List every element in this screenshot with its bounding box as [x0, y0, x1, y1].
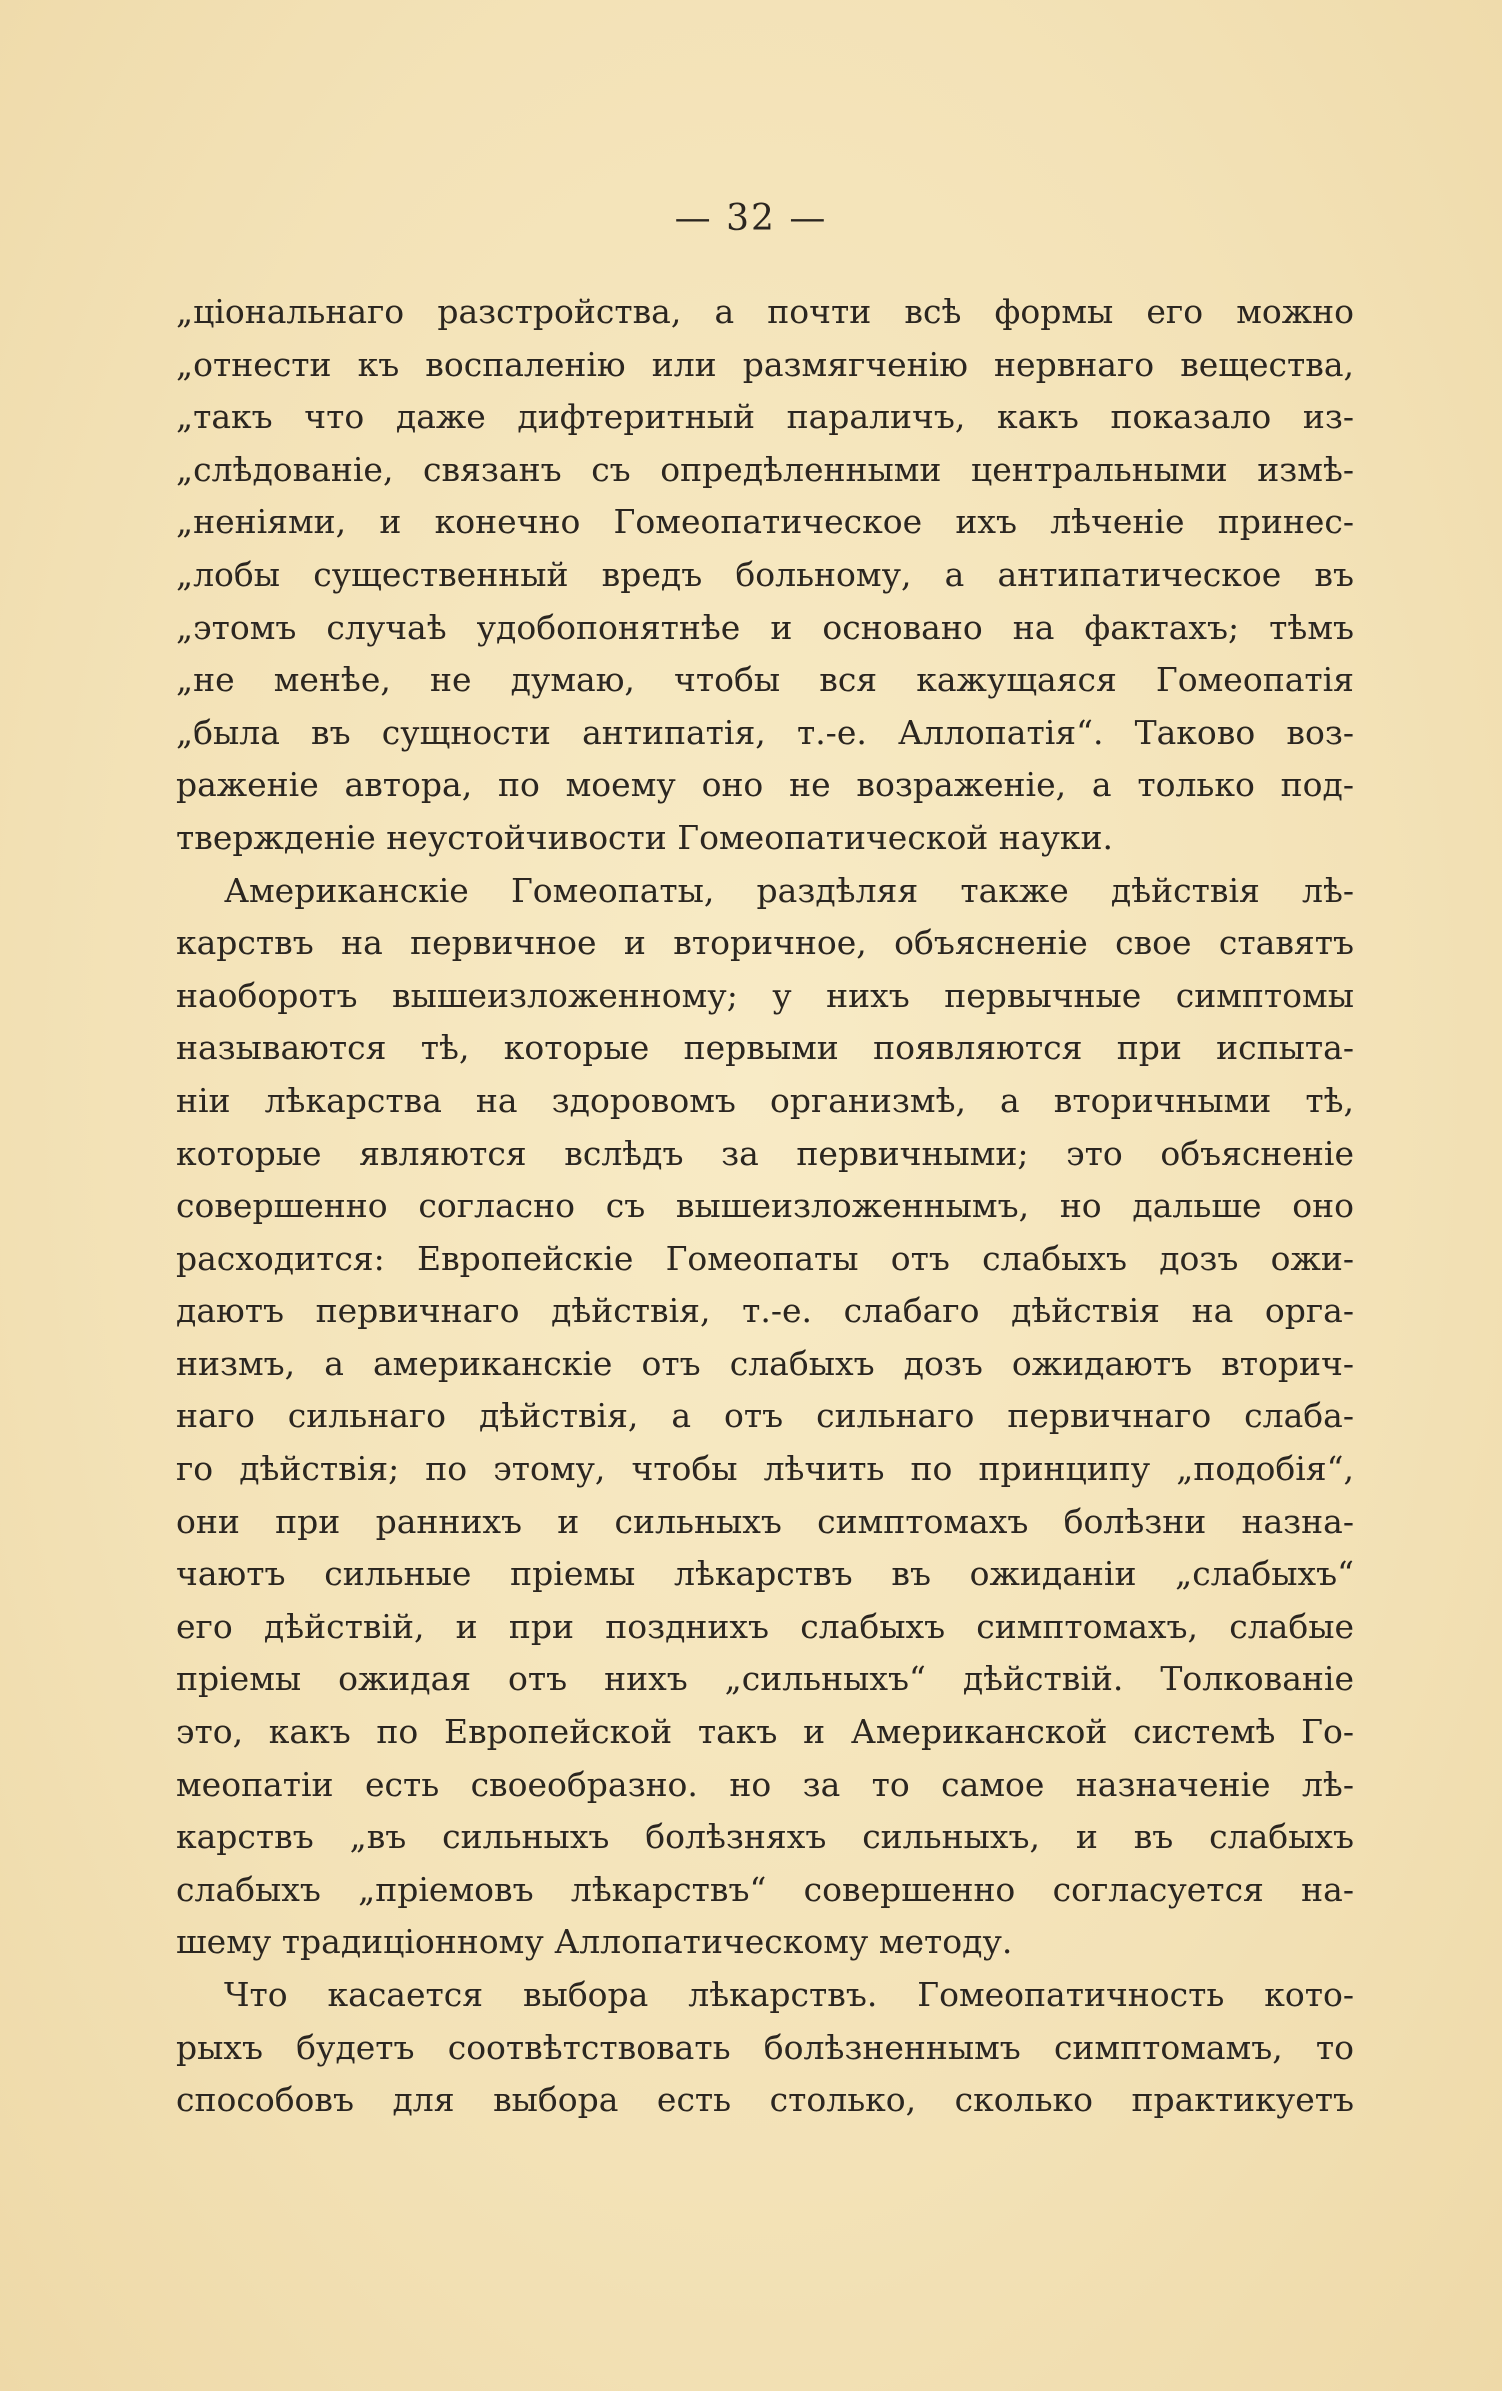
- text-line: даютъ первичнаго дѣйствія, т.-е. слабаго дѣйствія на орга-: [176, 1291, 1354, 1331]
- text-line: они при раннихъ и сильныхъ симптомахъ болѣзни назна-: [176, 1501, 1354, 1541]
- text-line: Американскіе Гомеопаты, раздѣляя также дѣйствія лѣ-: [224, 870, 1354, 910]
- text-line: „не менѣе, не думаю, чтобы вся кажущаяся Гомеопатія: [176, 660, 1354, 700]
- text-line: раженіе автора, по моему оно не возраженіе, а только под-: [176, 765, 1354, 805]
- text-line: ніи лѣкарства на здоровомъ организмѣ, а вторичными тѣ,: [176, 1080, 1354, 1120]
- text-line: расходится: Европейскіе Гомеопаты отъ слабыхъ дозъ ожи-: [176, 1238, 1354, 1278]
- text-line: пріемы ожидая отъ нихъ „сильныхъ“ дѣйствій. Толкованіе: [176, 1659, 1354, 1699]
- text-line: Что касается выбора лѣкарствъ. Гомеопатичность кото-: [224, 1975, 1354, 2014]
- text-line: карствъ „въ сильныхъ болѣзняхъ сильныхъ, и въ слабыхъ: [176, 1817, 1354, 1857]
- text-line: чаютъ сильные пріемы лѣкарствъ въ ожиданіи „слабыхъ“: [176, 1554, 1354, 1594]
- text-line: твержденіе неустойчивости Гомеопатической науки.: [176, 817, 1113, 857]
- text-line: слабыхъ „пріемовъ лѣкарствъ“ совершенно согласуется на-: [176, 1869, 1354, 1909]
- text-line: „была въ сущности антипатія, т.-е. Аллопатія“. Таково воз-: [176, 712, 1354, 752]
- text-line: которые являются вслѣдъ за первичными; это объясненіе: [176, 1133, 1354, 1173]
- text-line: его дѣйствій, и при позднихъ слабыхъ симптомахъ, слабые: [176, 1606, 1354, 1646]
- body-text: [176, 286, 1354, 2127]
- text-line: наоборотъ вышеизложенному; у нихъ первычные симптомы: [176, 975, 1354, 1015]
- text-line: совершенно согласно съ вышеизложеннымъ, но дальше оно: [176, 1186, 1354, 1226]
- text-line: способовъ для выбора есть столько, сколько практикуетъ: [176, 2080, 1354, 2120]
- text-line: шему традиціонному Аллопатическому методу.: [176, 1922, 1013, 1962]
- text-line: „слѣдованіе, связанъ съ опредѣленными центральными измѣ-: [176, 449, 1354, 489]
- text-line: меопатіи есть своеобразно. но за то самое назначеніе лѣ-: [176, 1764, 1354, 1804]
- text-line: го дѣйствія; по этому, чтобы лѣчить по принципу „подобія“,: [176, 1449, 1354, 1489]
- text-line: „лобы существенный вредъ больному, а антипатическое въ: [176, 554, 1354, 594]
- text-line: это, какъ по Европейской такъ и Американской системѣ Го-: [176, 1712, 1354, 1752]
- text-line: рыхъ будетъ соотвѣтствовать болѣзненнымъ симптомамъ, то: [176, 2027, 1354, 2067]
- text-line: называются тѣ, которые первыми появляются при испыта-: [176, 1028, 1354, 1068]
- text-line: „ціональнаго разстройства, а почти всѣ формы его можно: [176, 292, 1354, 331]
- text-line: „отнести къ воспаленію или размягченію нервнаго вещества,: [176, 344, 1354, 384]
- text-line: „неніями, и конечно Гомеопатическое ихъ лѣченіе принес-: [176, 502, 1354, 542]
- page-number: — 32 —: [674, 198, 828, 239]
- text-line: „этомъ случаѣ удобопонятнѣе и основано на фактахъ; тѣмъ: [176, 607, 1354, 647]
- text-line: карствъ на первичное и вторичное, объясненіе свое ставятъ: [176, 923, 1354, 963]
- text-line: „такъ что даже дифтеритный параличъ, какъ показало из-: [176, 397, 1354, 437]
- text-line: наго сильнаго дѣйствія, а отъ сильнаго первичнаго слаба-: [176, 1396, 1354, 1436]
- text-line: низмъ, а американскіе отъ слабыхъ дозъ ожидаютъ вторич-: [176, 1343, 1354, 1383]
